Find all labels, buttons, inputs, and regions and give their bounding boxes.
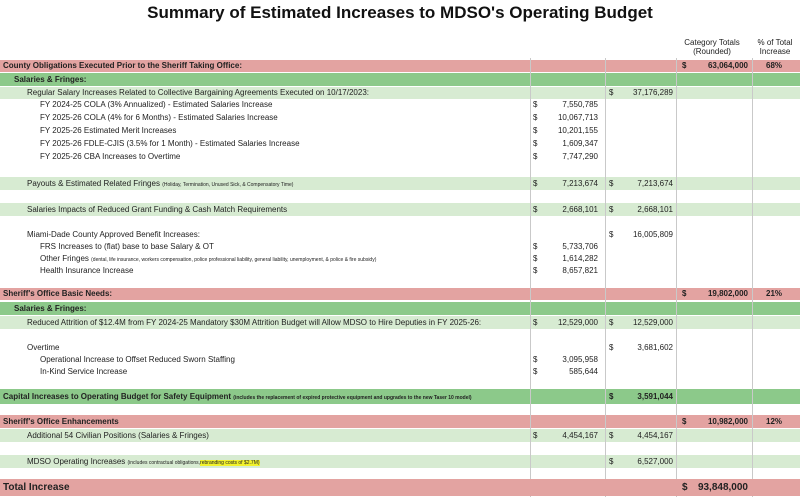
subtotal-amount: 7,213,674 — [637, 179, 673, 188]
attrition-row — [0, 317, 800, 329]
item-amount: 585,644 — [569, 367, 598, 376]
page-title: Summary of Estimated Increases to MDSO's Operating Budget — [147, 3, 653, 22]
county-row — [0, 60, 800, 72]
item-amount: 4,454,167 — [562, 431, 598, 440]
label-note: (Holiday, Termination, Unused Sick, & Compensatory Time) — [162, 182, 294, 188]
total-amount: 93,848,000 — [697, 482, 748, 493]
row-label: Additional 54 Civilian Positions (Salaries & Fringes) — [27, 431, 209, 440]
dollar-sign: $ — [533, 254, 538, 263]
label-note: (includes the replacement of expired protective equipment and upgrades to the new Taser 10 model) — [233, 395, 472, 401]
basic-sub-row — [0, 303, 800, 315]
category-totals-header — [672, 38, 752, 56]
item-amount: 10,201,155 — [557, 126, 598, 135]
dollar-sign: $ — [609, 392, 614, 401]
item-amount: 2,668,101 — [562, 205, 598, 214]
payouts-row — [0, 178, 800, 190]
row-label — [27, 178, 293, 191]
dollar-sign: $ — [533, 355, 538, 364]
category-total: 19,802,000 — [707, 289, 748, 298]
dollar-sign: $ — [609, 343, 614, 352]
item-amount: 3,095,958 — [562, 355, 598, 364]
row-label: FY 2024-25 COLA (3% Annualized) - Estimated Salaries Increase — [40, 100, 273, 109]
civilian-row — [0, 430, 800, 442]
line-item — [0, 241, 800, 253]
highlighted-note: rebranding costs of $2.7M) — [200, 460, 260, 466]
category-total: 10,982,000 — [707, 417, 748, 426]
line-item — [0, 366, 800, 378]
row-label: Health Insurance Increase — [40, 266, 134, 275]
row-label — [27, 456, 260, 469]
basic-row — [0, 288, 800, 300]
label-text: Capital Increases to Operating Budget for Safety Equipment — [3, 392, 232, 401]
row-label — [3, 391, 472, 404]
pct-value: 68% — [766, 61, 783, 70]
dollar-sign: $ — [533, 242, 538, 251]
row-label: FY 2025-26 Estimated Merit Increases — [40, 126, 177, 135]
dollar-sign: $ — [682, 61, 687, 70]
grant-row — [0, 204, 800, 216]
line-item — [0, 151, 800, 163]
label-text: Other Fringes — [40, 254, 89, 263]
line-item — [0, 125, 800, 137]
item-amount: 10,067,713 — [557, 113, 598, 122]
row-label: Miami-Dade County Approved Benefit Increases: — [27, 230, 200, 239]
benefits-row — [0, 229, 800, 241]
header-line: Category Totals — [684, 38, 740, 47]
row-label: Salaries & Fringes: — [14, 75, 87, 84]
row-label: FRS Increases to (flat) base to base Salary & OT — [40, 242, 214, 251]
line-item — [0, 253, 800, 265]
row-label: FY 2025-26 FDLE-CJIS (3.5% for 1 Month) - Estimated Salaries Increase — [40, 139, 300, 148]
regular-row — [0, 87, 800, 99]
subtotal-amount: 2,668,101 — [637, 205, 673, 214]
item-amount: 1,609,347 — [562, 139, 598, 148]
pct-header — [752, 38, 798, 56]
pct-value: 21% — [766, 289, 783, 298]
item-amount: 7,550,785 — [562, 100, 598, 109]
row-label: Regular Salary Increases Related to Collective Bargaining Agreements Executed on 10/17/2023: — [27, 88, 369, 97]
subtotal-amount: 16,005,809 — [632, 230, 673, 239]
dollar-sign: $ — [682, 482, 688, 493]
dollar-sign: $ — [533, 318, 538, 327]
row-label: Sheriff's Office Enhancements — [3, 417, 119, 426]
row-label: In-Kind Service Increase — [40, 367, 128, 376]
line-item — [0, 99, 800, 111]
row-label: FY 2025-26 CBA Increases to Overtime — [40, 152, 181, 161]
dollar-sign: $ — [533, 431, 538, 440]
total-label: Total Increase — [3, 482, 70, 493]
subtotal-amount: 6,527,000 — [637, 457, 673, 466]
dollar-sign: $ — [609, 205, 614, 214]
dollar-sign: $ — [533, 139, 538, 148]
mdso-row — [0, 456, 800, 468]
pct-value: 12% — [766, 417, 783, 426]
row-label: Salaries Impacts of Reduced Grant Funding & Cash Match Requirements — [27, 205, 288, 214]
dollar-sign: $ — [533, 152, 538, 161]
dollar-sign: $ — [533, 205, 538, 214]
line-item — [0, 138, 800, 150]
label-text: Payouts & Estimated Related Fringes — [27, 179, 160, 188]
subtotal-amount: 4,454,167 — [637, 431, 673, 440]
subtotal-amount: 3,591,044 — [637, 392, 673, 401]
row-label: Sheriff's Office Basic Needs: — [3, 289, 113, 298]
dollar-sign: $ — [609, 457, 614, 466]
line-item — [0, 112, 800, 124]
subtotal-amount: 12,529,000 — [632, 318, 673, 327]
line-item — [0, 354, 800, 366]
dollar-sign: $ — [533, 100, 538, 109]
dollar-sign: $ — [682, 417, 687, 426]
county-sub-row — [0, 74, 800, 86]
item-amount: 7,213,674 — [562, 179, 598, 188]
overtime-row — [0, 342, 800, 354]
row-label: Overtime — [27, 343, 60, 352]
item-amount: 12,529,000 — [557, 318, 598, 327]
row-label: Salaries & Fringes: — [14, 304, 87, 313]
label-note: (includes contractual obligations, — [127, 460, 201, 466]
capital-row — [0, 391, 800, 403]
subtotal-amount: 37,176,289 — [632, 88, 673, 97]
subtotal-amount: 3,681,602 — [637, 343, 673, 352]
row-label: Reduced Attrition of $12.4M from FY 2024-25 Mandatory $30M Attrition Budget will Allow MDSO to Hire Deputies in FY 2025-26: — [27, 318, 482, 327]
header-line: Increase — [759, 47, 791, 56]
dollar-sign: $ — [609, 318, 614, 327]
item-amount: 8,657,821 — [562, 266, 598, 275]
dollar-sign: $ — [609, 230, 614, 239]
line-item — [0, 265, 800, 277]
label-text: MDSO Operating Increases — [27, 457, 126, 466]
header-line: (Rounded) — [693, 47, 731, 56]
enhance-row — [0, 416, 800, 428]
dollar-sign: $ — [533, 266, 538, 275]
dollar-sign: $ — [609, 179, 614, 188]
total-row — [0, 479, 800, 496]
dollar-sign: $ — [533, 126, 538, 135]
dollar-sign: $ — [533, 367, 538, 376]
dollar-sign: $ — [533, 179, 538, 188]
dollar-sign: $ — [609, 431, 614, 440]
dollar-sign: $ — [682, 289, 687, 298]
item-amount: 7,747,290 — [562, 152, 598, 161]
header-line: % of Total — [757, 38, 793, 47]
row-label: Operational Increase to Offset Reduced Sworn Staffing — [40, 355, 235, 364]
dollar-sign: $ — [533, 113, 538, 122]
item-amount: 1,614,282 — [562, 254, 598, 263]
dollar-sign: $ — [609, 88, 614, 97]
label-note: (dental, life insurance, workers compensation, police professional liability, general liability, unemployment, & police & fire subsidy) — [91, 257, 377, 263]
category-total: 63,064,000 — [707, 61, 748, 70]
item-amount: 5,733,706 — [562, 242, 598, 251]
row-label: County Obligations Executed Prior to the Sheriff Taking Office: — [3, 61, 242, 70]
row-label: FY 2025-26 COLA (4% for 6 Months) - Estimated Salaries Increase — [40, 113, 278, 122]
